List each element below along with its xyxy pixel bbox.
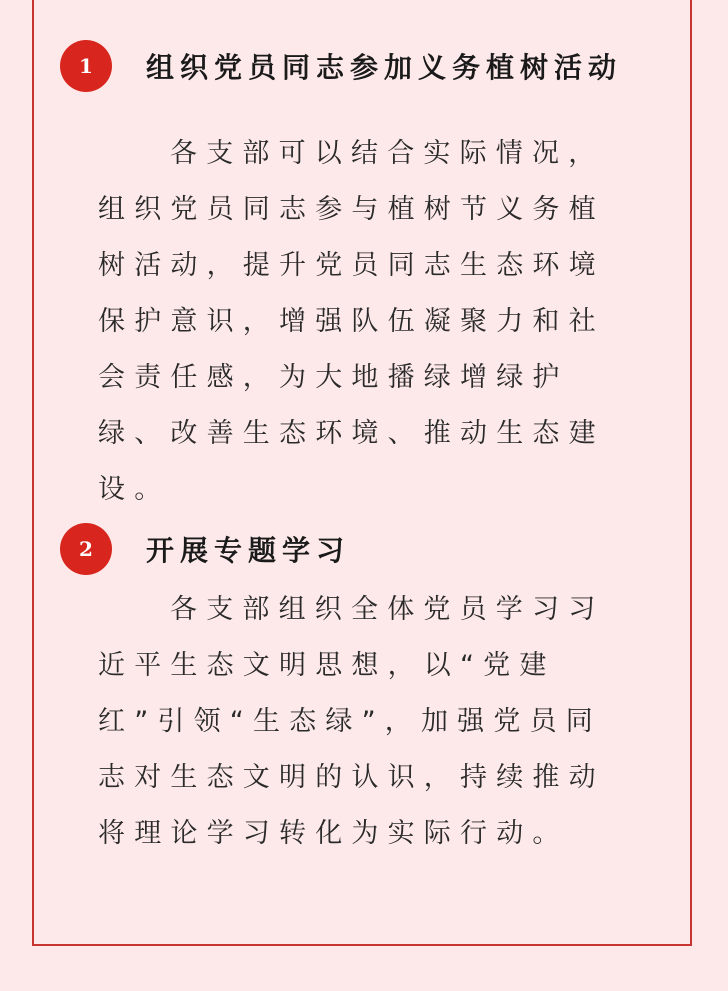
section-2-number-badge: 2 (60, 523, 112, 575)
section-1-header (60, 40, 622, 92)
section-1-title: 组织党员同志参加义务植树活动 (146, 51, 623, 84)
section-2-title: 开展专题学习 (146, 534, 351, 567)
section-1-number-badge: 1 (60, 40, 112, 92)
section-2-header (60, 523, 350, 575)
section-2-body: 各支部组织全体党员学习习近平生态文明思想，以“党建红”引领“生态绿”，加强党员同志对生态文明的认识，持续推动将理论学习转化为实际行动。 (98, 594, 605, 849)
section-1-body: 各支部可以结合实际情况，组织党员同志参与植树节义务植树活动，提升党员同志生态环境保护意识，增强队伍凝聚力和社会责任感，为大地播绿增绿护绿、改善生态环境、推动生态建设。 (98, 138, 605, 505)
